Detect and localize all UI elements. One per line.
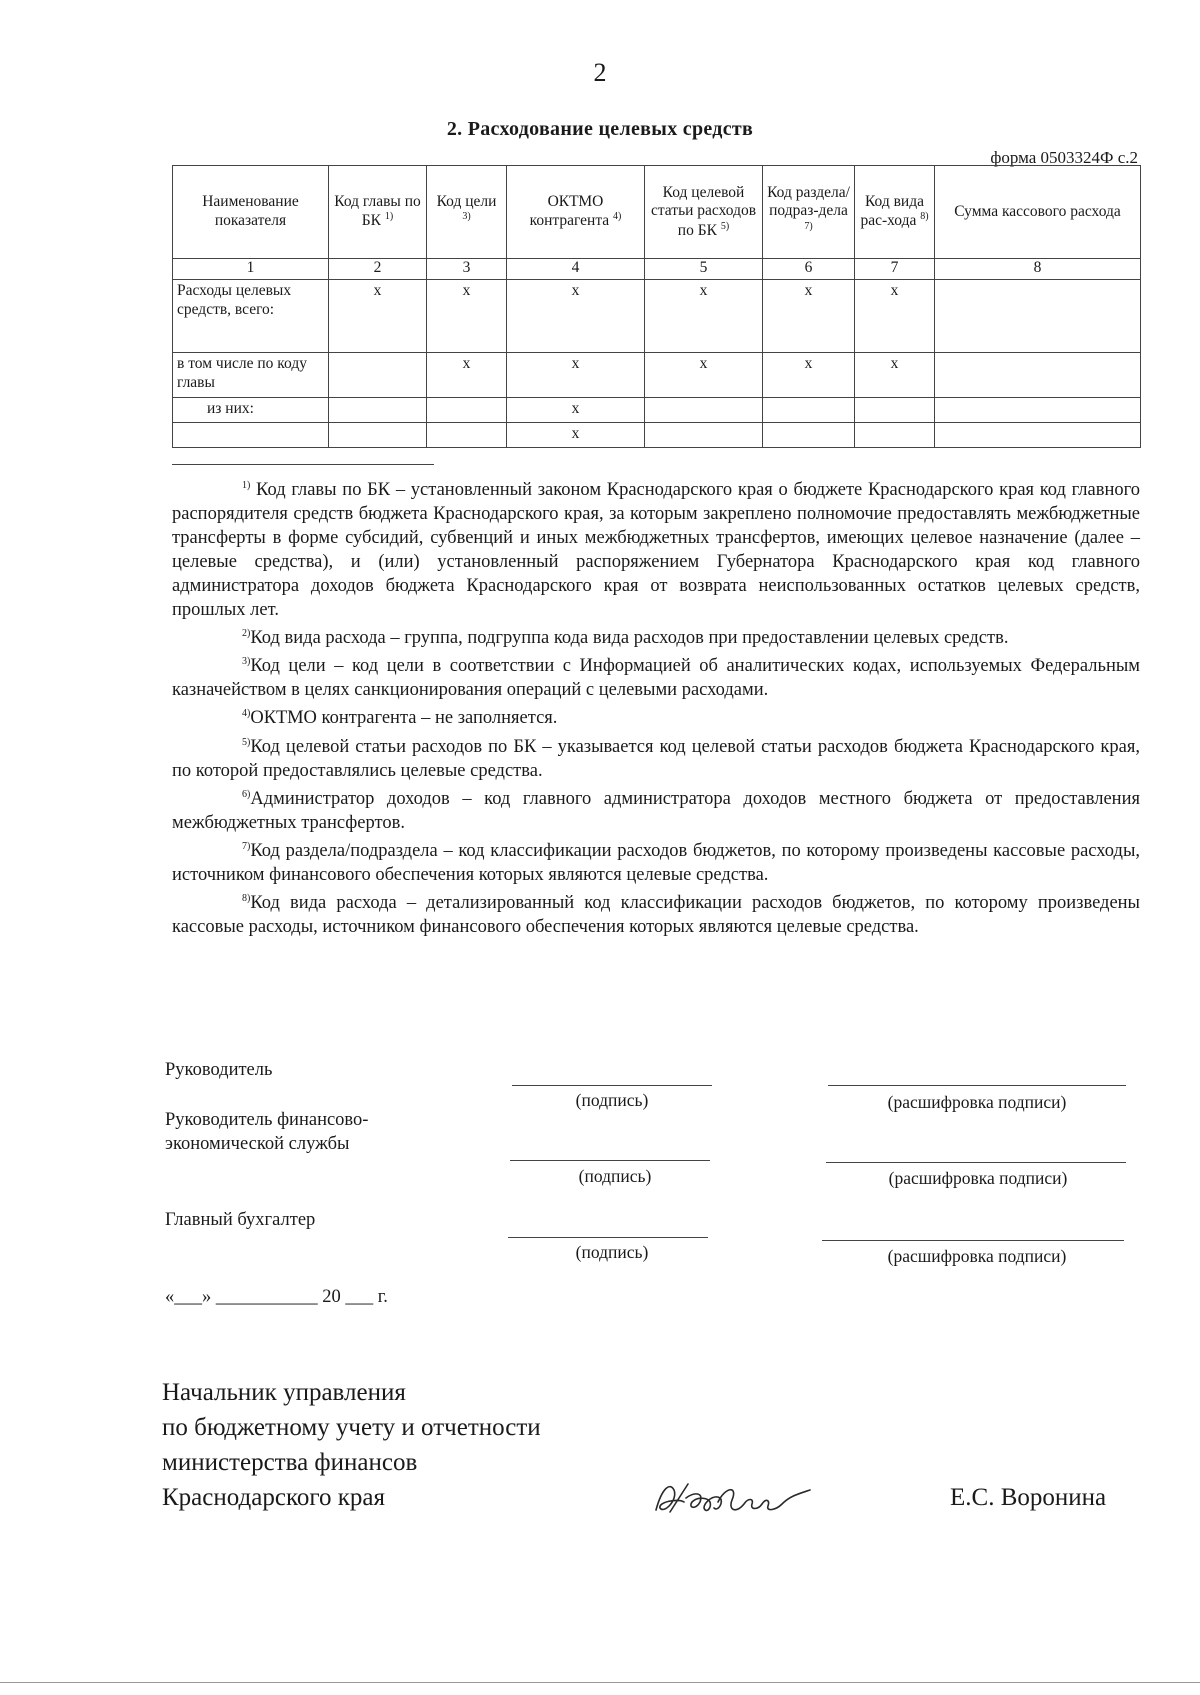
footnote: $^{6)}$Администратор доходов – код главного администратора доходов местного бюджета от предоставления межбюджетных трансфертов. (172, 788, 1140, 833)
date-line: «___» ___________ 20 ___ г. (165, 1287, 388, 1307)
chief-accountant-label: Главный бухгалтер (165, 1210, 316, 1230)
table-cell: x (645, 353, 763, 398)
table-cell (329, 423, 427, 448)
approval-title-line3: министерства финансов (162, 1449, 418, 1476)
header-cell: Код цели $^{3)}$ (427, 166, 507, 259)
column-number: 6 (763, 259, 855, 280)
page-number: 2 (593, 58, 607, 87)
table-cell (645, 423, 763, 448)
table-cell (329, 398, 427, 423)
table-cell: x (507, 280, 645, 353)
row-label: в том числе по коду главы (173, 353, 329, 398)
row-label: Расходы целевых средств, всего: (173, 280, 329, 353)
head-signature-line (512, 1085, 712, 1086)
table-cell: x (507, 423, 645, 448)
table-cell (427, 398, 507, 423)
transcript-caption: (расшифровка подписи) (888, 1168, 1068, 1188)
table-cell (763, 398, 855, 423)
header-cell: Код вида рас-хода $^{8)}$ (855, 166, 935, 259)
footnote: $^{8)}$Код вида расхода – детализированный код классификации расходов бюджетов, по которому произведены кассовые расходы, источником финансового обеспечения которых являются целевые средства. (172, 893, 1140, 938)
section-title: 2. Расходование целевых средств (446, 118, 754, 140)
footnote: $^{5)}$Код целевой статьи расходов по БК – указывается код целевой статьи расходов бюджета Краснодарского края, по которой предоставлялись целевые средства. (172, 736, 1140, 781)
finance-head-transcript-line (826, 1162, 1126, 1163)
table-cell (935, 398, 1141, 423)
table-cell: x (507, 398, 645, 423)
table-header-row (173, 166, 1141, 259)
footnote: $^{2)}$Код вида расхода – группа, подгруппа кода вида расходов при предоставлении целевых средств. (242, 628, 1009, 649)
footnote-divider (172, 464, 434, 465)
table-cell (763, 423, 855, 448)
finance-head-label-line2: экономической службы (165, 1134, 350, 1154)
approval-title-line2: по бюджетному учету и отчетности (162, 1414, 541, 1441)
table-cell (329, 353, 427, 398)
approval-title-line1: Начальник управления (162, 1379, 406, 1406)
table-cell: x (855, 353, 935, 398)
column-number: 1 (173, 259, 329, 280)
table-cell: x (329, 280, 427, 353)
footnotes (172, 474, 1140, 939)
signature-caption: (подпись) (575, 1242, 649, 1262)
footnote: $^{4)}$ОКТМО контрагента – не заполняется. (242, 708, 558, 729)
table-row (173, 423, 1141, 448)
head-label: Руководитель (165, 1060, 273, 1080)
table-cell (935, 423, 1141, 448)
table-cell (855, 423, 935, 448)
table-cell: x (763, 280, 855, 353)
table-cell (645, 398, 763, 423)
chief-accountant-signature-line (508, 1237, 708, 1238)
header-cell: Сумма кассового расхода (935, 166, 1141, 259)
header-cell: Код главы по БК $^{1)}$ (329, 166, 427, 259)
approval-title-line4: Краснодарского края (162, 1484, 385, 1511)
table-cell: x (855, 280, 935, 353)
table-cell (427, 423, 507, 448)
table-cell: x (427, 353, 507, 398)
table-cell: x (763, 353, 855, 398)
head-transcript-line (828, 1085, 1126, 1086)
header-cell: ОКТМО контрагента $^{4)}$ (507, 166, 645, 259)
column-number: 8 (935, 259, 1141, 280)
header-cell: Наименование показателя (173, 166, 329, 259)
approver-name: Е.С. Воронина (950, 1484, 1107, 1511)
column-number-row (173, 259, 1141, 280)
finance-head-label-line1: Руководитель финансово- (165, 1110, 369, 1130)
table-cell: x (645, 280, 763, 353)
transcript-caption: (расшифровка подписи) (887, 1246, 1067, 1266)
table-cell: x (507, 353, 645, 398)
table-cell: x (427, 280, 507, 353)
header-cell: Код целевой статьи расходов по БК $^{5)}$ (645, 166, 763, 259)
handwritten-signature (648, 1468, 818, 1528)
footnote: $^{1)}$ Код главы по БК – установленный законом Краснодарского края о бюджете Краснодарского края код главного распорядителя средств бюджета Краснодарского края, за которым закреплено полномочие предоставлять межбюджетные трансферты в форме субсидий, субвенций и иных межбюджетных трансфертов, имеющих целевое назначение (далее – целевые средства), и (или) установленный распоряжением Губернатора Краснодарского края код главного администратора доходов бюджета Краснодарского края от возврата неиспользованных остатков целевых средств, прошлых лет. (172, 480, 1140, 621)
footnote: $^{7)}$Код раздела/подраздела – код классификации расходов бюджетов, по которому произведены кассовые расходы, источником финансового обеспечения которых являются целевые средства. (172, 840, 1140, 886)
column-number: 4 (507, 259, 645, 280)
page-bottom-edge (0, 1682, 1200, 1683)
finance-head-signature-line (510, 1160, 710, 1161)
column-number: 5 (645, 259, 763, 280)
table-row (173, 353, 1141, 398)
header-cell: Код раздела/ подраз-дела $^{7)}$ (763, 166, 855, 259)
table-cell (935, 280, 1141, 353)
row-label (173, 423, 329, 448)
column-number: 7 (855, 259, 935, 280)
signature-caption: (подпись) (578, 1166, 652, 1186)
column-number: 2 (329, 259, 427, 280)
chief-accountant-transcript-line (822, 1240, 1124, 1241)
expenditure-table (172, 165, 1141, 448)
table-cell (855, 398, 935, 423)
table-cell (935, 353, 1141, 398)
table-row (173, 280, 1141, 353)
footnote: $^{3)}$Код цели – код цели в соответствии с Информацией об аналитических кодах, используемых Федеральным казначейством в целях санкционирования операций с целевыми расходами. (172, 656, 1140, 701)
row-label: из них: (173, 398, 329, 423)
signature-caption: (подпись) (575, 1090, 649, 1110)
table-row (173, 398, 1141, 423)
transcript-caption: (расшифровка подписи) (887, 1092, 1067, 1112)
form-code: форма 0503324Ф с.2 (990, 148, 1138, 167)
column-number: 3 (427, 259, 507, 280)
